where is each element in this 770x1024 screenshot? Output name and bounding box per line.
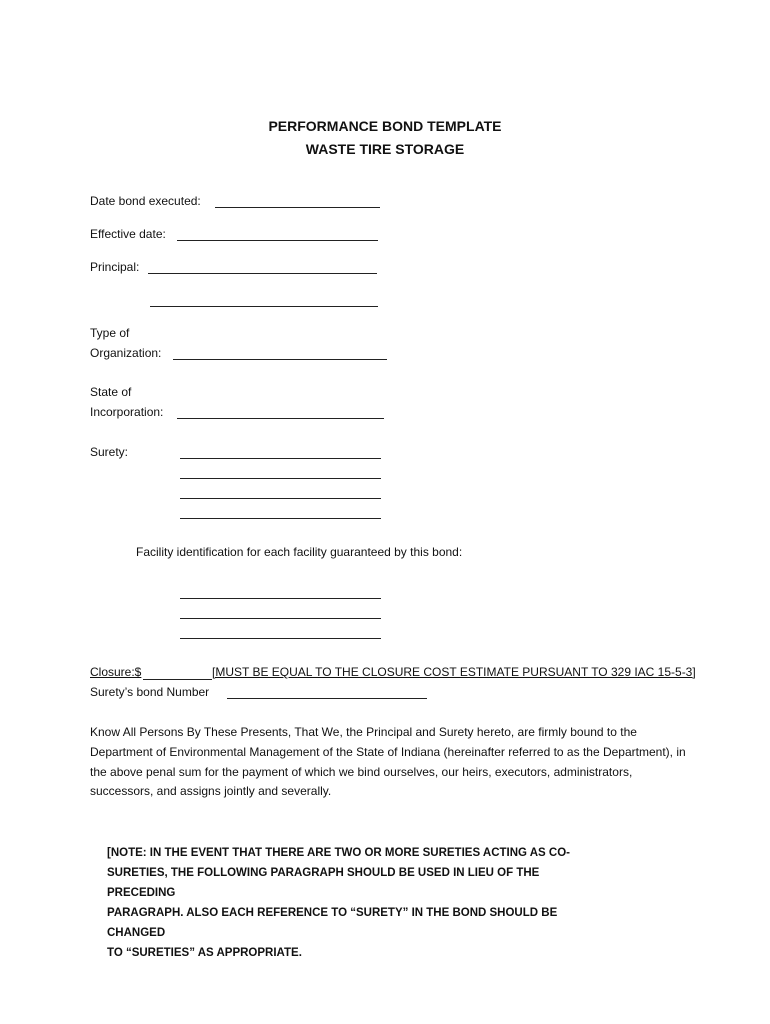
facility-blank-2[interactable]: [180, 618, 381, 619]
state-of-label: State of: [90, 385, 132, 399]
type-of-label: Type of: [90, 326, 130, 340]
facility-blank-1[interactable]: [180, 598, 381, 599]
note-line-2: SURETIES, THE FOLLOWING PARAGRAPH SHOULD BE USED IN LIEU OF THE PRECEDING: [107, 867, 540, 899]
note-line-3: PARAGRAPH. ALSO EACH REFERENCE TO “SURETY” IN THE BOND SHOULD BE CHANGED: [107, 907, 558, 939]
surety-bond-number-label: Surety’s bond Number: [90, 685, 210, 699]
effective-date-blank[interactable]: [177, 240, 378, 241]
surety-blank-2[interactable]: [180, 478, 381, 479]
principal-blank-2[interactable]: [150, 306, 378, 307]
note-line-4: TO “SURETIES” AS APPROPRIATE.: [107, 947, 302, 959]
closure-dollar-label: Closure:$: [90, 665, 142, 679]
principal-blank-1[interactable]: [148, 273, 377, 274]
organization-label: Organization:: [90, 346, 162, 360]
date-bond-executed-label: Date bond executed:: [90, 194, 201, 208]
closure-amount-blank[interactable]: [143, 679, 212, 680]
obligation-paragraph: Know All Persons By These Presents, That We, the Principal and Surety hereto, are firmly bound to the Department of Environmental Management of the State of Indiana (hereinafter referred to as the Department), in the above penal sum for the payment of which we bind ourselves, our heirs, executors, administrators, successors, and assigns jointly and severally.: [90, 725, 686, 799]
surety-blank-1[interactable]: [180, 458, 381, 459]
effective-date-label: Effective date:: [90, 227, 166, 241]
date-bond-executed-blank[interactable]: [215, 207, 380, 208]
closure-requirement-note: [MUST BE EQUAL TO THE CLOSURE COST ESTIMATE PURSUANT TO 329 IAC 15-5-3]: [212, 665, 696, 679]
principal-label: Principal:: [90, 260, 140, 274]
facility-identification-label: Facility identification for each facility guaranteed by this bond:: [136, 545, 463, 559]
surety-bond-number-blank[interactable]: [227, 698, 427, 699]
facility-blank-3[interactable]: [180, 638, 381, 639]
document-title: PERFORMANCE BOND TEMPLATE: [268, 118, 502, 134]
note-line-1: [NOTE: IN THE EVENT THAT THERE ARE TWO OR MORE SURETIES ACTING AS CO-: [107, 847, 570, 859]
co-sureties-note: [107, 843, 607, 963]
closure-label: [90, 664, 141, 680]
surety-blank-3[interactable]: [180, 498, 381, 499]
incorporation-label: Incorporation:: [90, 405, 164, 419]
surety-label: Surety:: [90, 445, 129, 459]
organization-blank[interactable]: [173, 359, 387, 360]
incorporation-blank[interactable]: [177, 418, 384, 419]
surety-blank-4[interactable]: [180, 518, 381, 519]
document-subtitle: WASTE TIRE STORAGE: [305, 141, 465, 157]
